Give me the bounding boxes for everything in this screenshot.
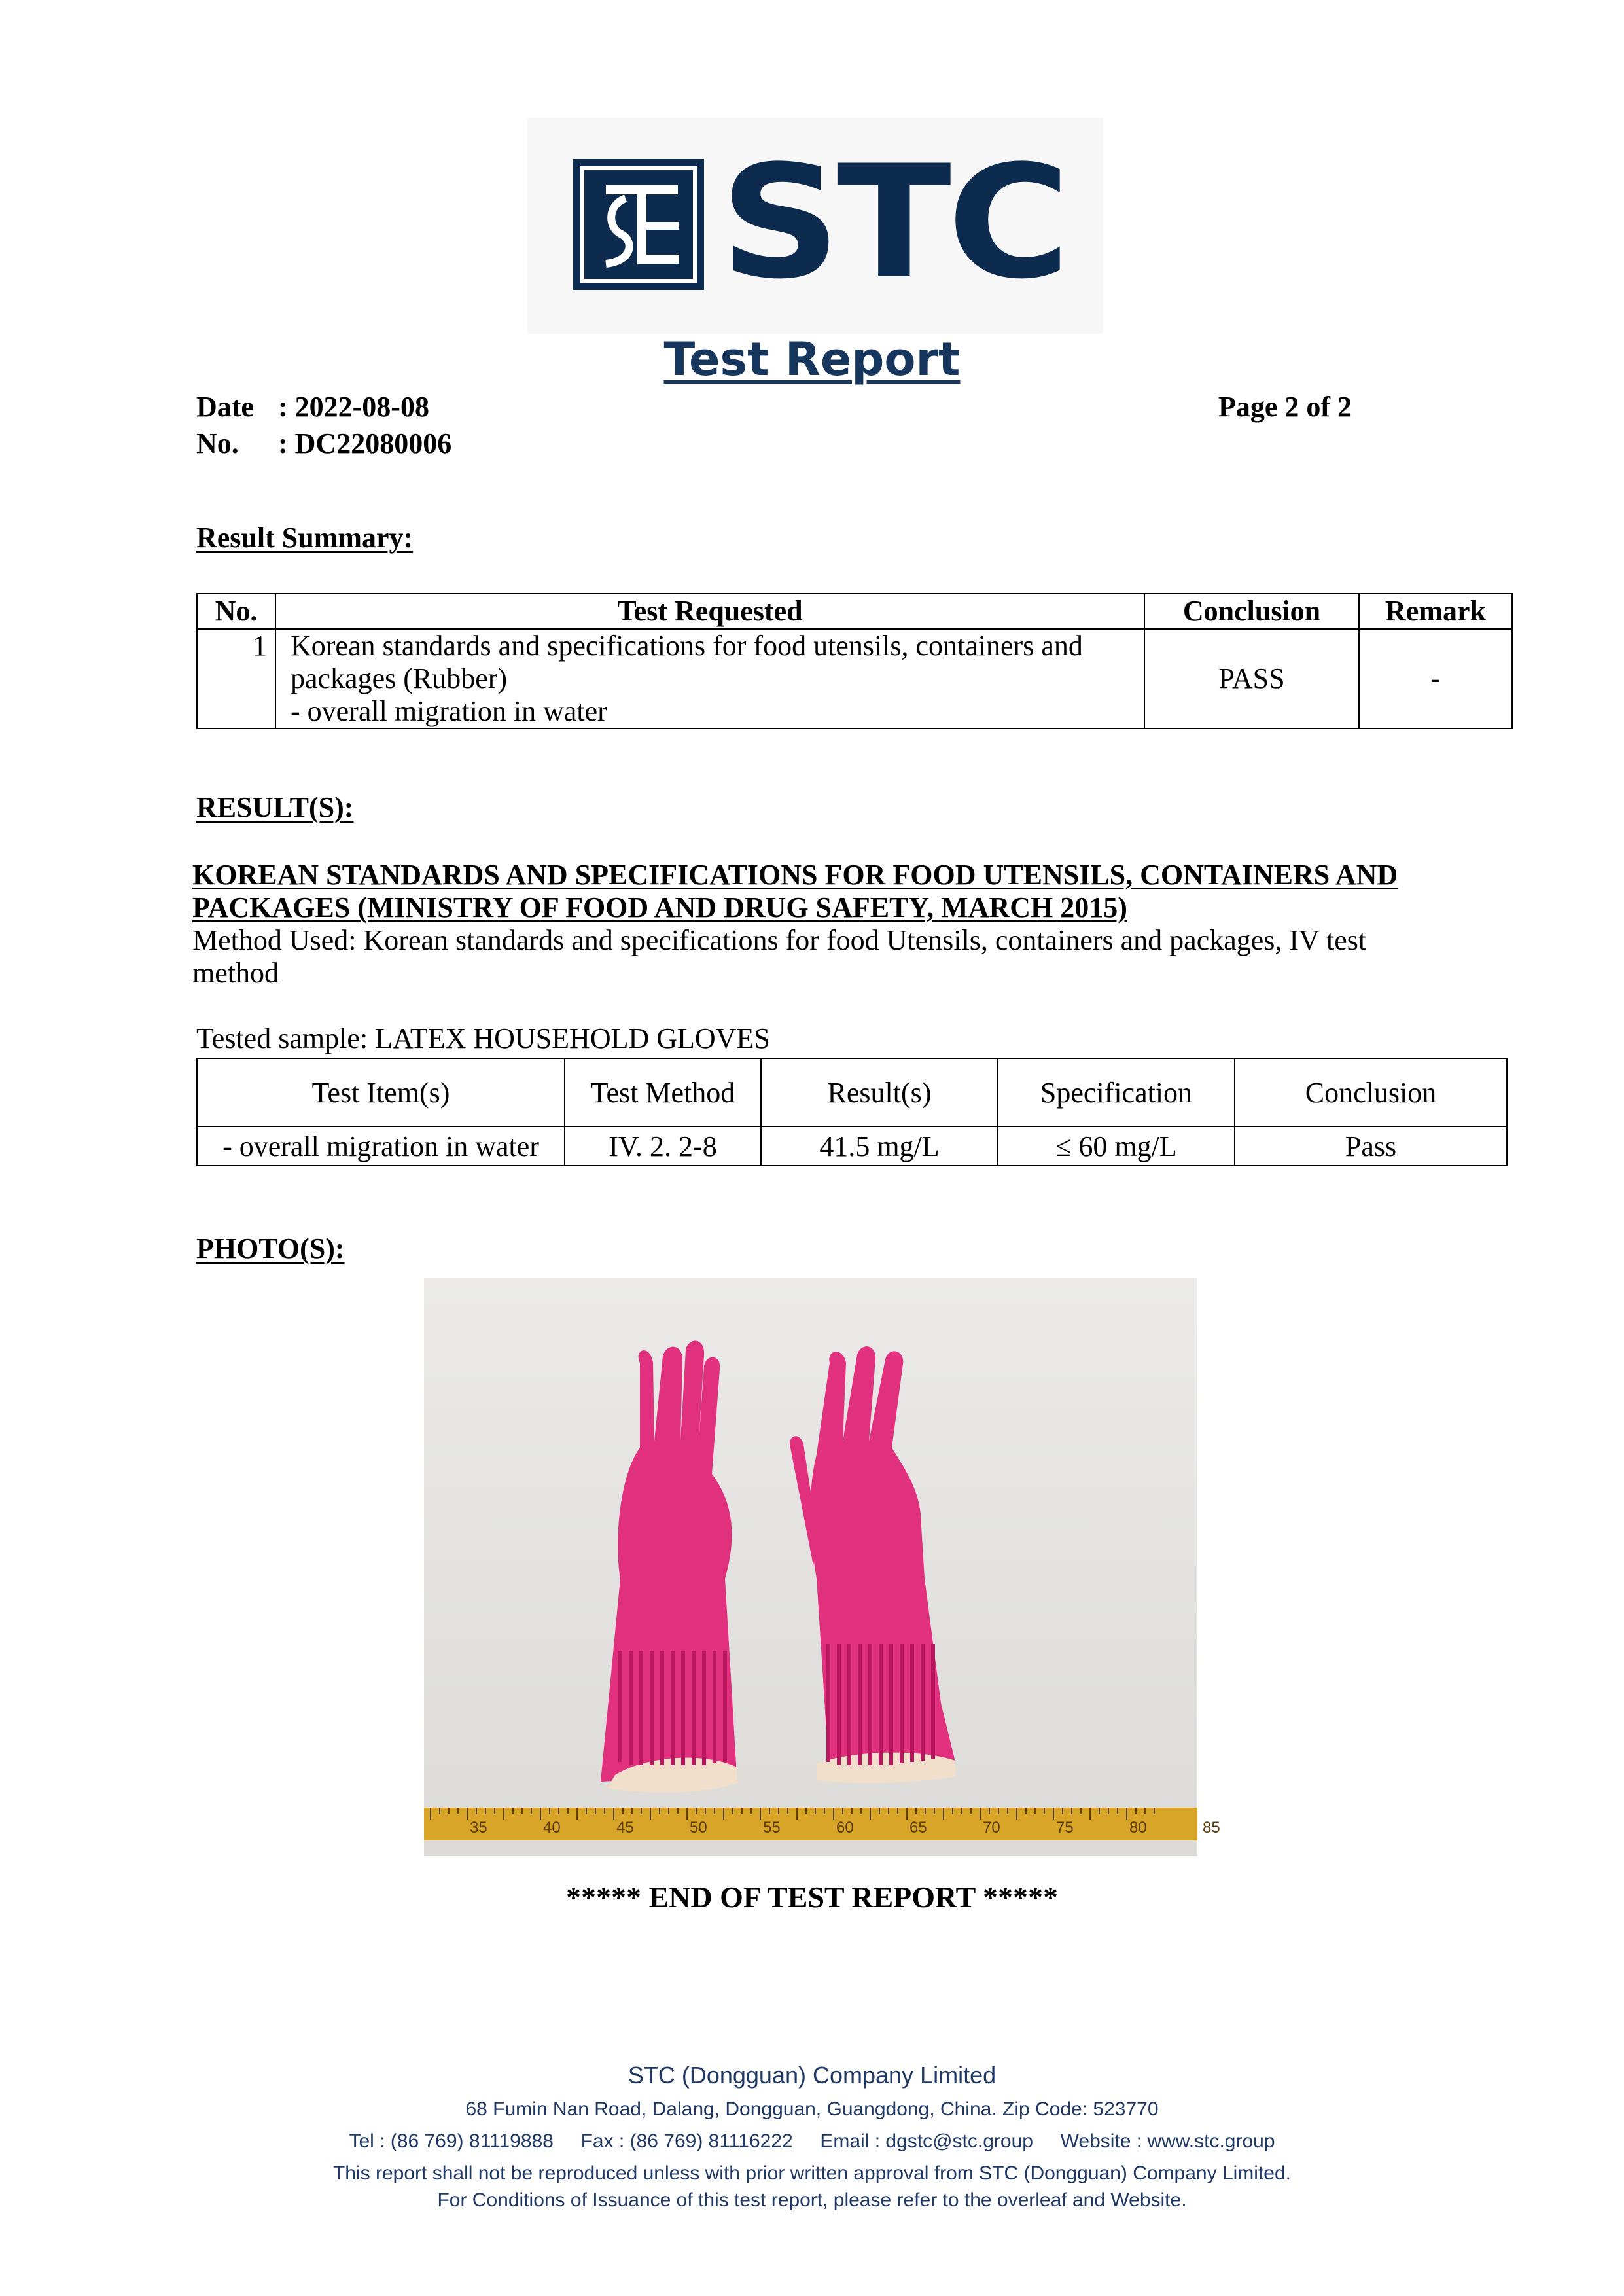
col-test-item: Test Item(s): [197, 1058, 565, 1126]
table-row: [197, 1126, 1507, 1166]
col-conclusion: Conclusion: [1235, 1058, 1507, 1126]
summary-remark: -: [1359, 629, 1512, 728]
method-used: [192, 924, 1366, 990]
requested-line: packages (Rubber): [291, 662, 508, 694]
method-line: method: [192, 957, 279, 989]
page-number: Page 2 of 2: [1218, 391, 1352, 423]
ruler-mark-label: 85: [1203, 1819, 1220, 1837]
logo-wordmark: STC: [720, 132, 1067, 314]
col-specification: Specification: [998, 1058, 1235, 1126]
table-row: [197, 629, 1512, 728]
cell-test-item: - overall migration in water: [197, 1126, 565, 1166]
standard-line: KOREAN STANDARDS AND SPECIFICATIONS FOR FOOD UTENSILS, CONTAINERS AND: [192, 859, 1398, 891]
ruler-mark-label: 80: [1129, 1819, 1147, 1837]
results-heading: RESULT(S):: [196, 791, 354, 823]
cell-conclusion: Pass: [1235, 1126, 1507, 1166]
stc-logo-icon: [573, 159, 704, 290]
cell-test-method: IV. 2. 2-8: [565, 1126, 761, 1166]
footer-company: STC (Dongguan) Company Limited: [627, 2062, 997, 2089]
summary-heading: Result Summary:: [196, 522, 414, 554]
col-no: No.: [197, 594, 275, 629]
ruler-mark-label: 75: [1056, 1819, 1074, 1837]
footer-contact: Tel : (86 769) 81119888 Fax : (86 769) 81116222 Email : dgstc@stc.group Website : www.stc.group: [349, 2130, 1275, 2152]
col-remark: Remark: [1359, 594, 1512, 629]
ruler-mark-label: 50: [690, 1819, 707, 1837]
ruler-mark-label: 40: [543, 1819, 561, 1837]
requested-line: - overall migration in water: [291, 695, 607, 727]
requested-line: Korean standards and specifications for food utensils, containers and: [291, 630, 1083, 662]
tested-sample: Tested sample: LATEX HOUSEHOLD GLOVES: [196, 1022, 770, 1054]
results-table: [196, 1058, 1508, 1166]
col-conclusion: Conclusion: [1144, 594, 1359, 629]
col-test-method: Test Method: [565, 1058, 761, 1126]
footer-notice: This report shall not be reproduced unless with prior written approval from STC (Dongguan) Company Limited.: [332, 2162, 1291, 2184]
number-value: : DC22080006: [278, 427, 452, 459]
ruler-mark-label: 45: [616, 1819, 634, 1837]
gloves-image: [424, 1278, 1220, 1856]
cell-specification: ≤ 60 mg/L: [998, 1126, 1235, 1166]
ruler-mark-label: 55: [763, 1819, 781, 1837]
ruler-mark-label: 65: [909, 1819, 927, 1837]
summary-conclusion: PASS: [1144, 629, 1359, 728]
footer-notice-conditions: For Conditions of Issuance of this test report, please refer to the overleaf and Website.: [437, 2189, 1187, 2211]
summary-table: [196, 593, 1513, 729]
report-meta: [196, 389, 451, 462]
date-value: : 2022-08-08: [278, 391, 429, 423]
end-of-report: ***** END OF TEST REPORT *****: [566, 1880, 1058, 1914]
sample-photo: [424, 1278, 1220, 1856]
summary-no: 1: [197, 629, 275, 728]
summary-test-requested: [275, 629, 1144, 728]
date-label: Date: [196, 391, 254, 423]
col-test-requested: Test Requested: [275, 594, 1144, 629]
col-results: Result(s): [761, 1058, 998, 1126]
standard-title: [192, 859, 1398, 924]
photos-heading: PHOTO(S):: [196, 1232, 345, 1265]
ruler-mark-label: 60: [836, 1819, 854, 1837]
ruler-mark-label: 70: [983, 1819, 1000, 1837]
page-title: Test Report: [663, 332, 961, 386]
number-label: No.: [196, 427, 239, 459]
standard-line: PACKAGES (MINISTRY OF FOOD AND DRUG SAFETY, MARCH 2015): [192, 891, 1127, 924]
summary-header-row: [197, 594, 1512, 629]
ruler-mark-label: 35: [470, 1819, 487, 1837]
footer-address: 68 Fumin Nan Road, Dalang, Dongguan, Guangdong, China. Zip Code: 523770: [465, 2098, 1159, 2120]
method-line: Method Used: Korean standards and specifications for food Utensils, containers and packages, IV test: [192, 924, 1367, 956]
results-header-row: [197, 1058, 1507, 1126]
cell-result: 41.5 mg/L: [761, 1126, 998, 1166]
